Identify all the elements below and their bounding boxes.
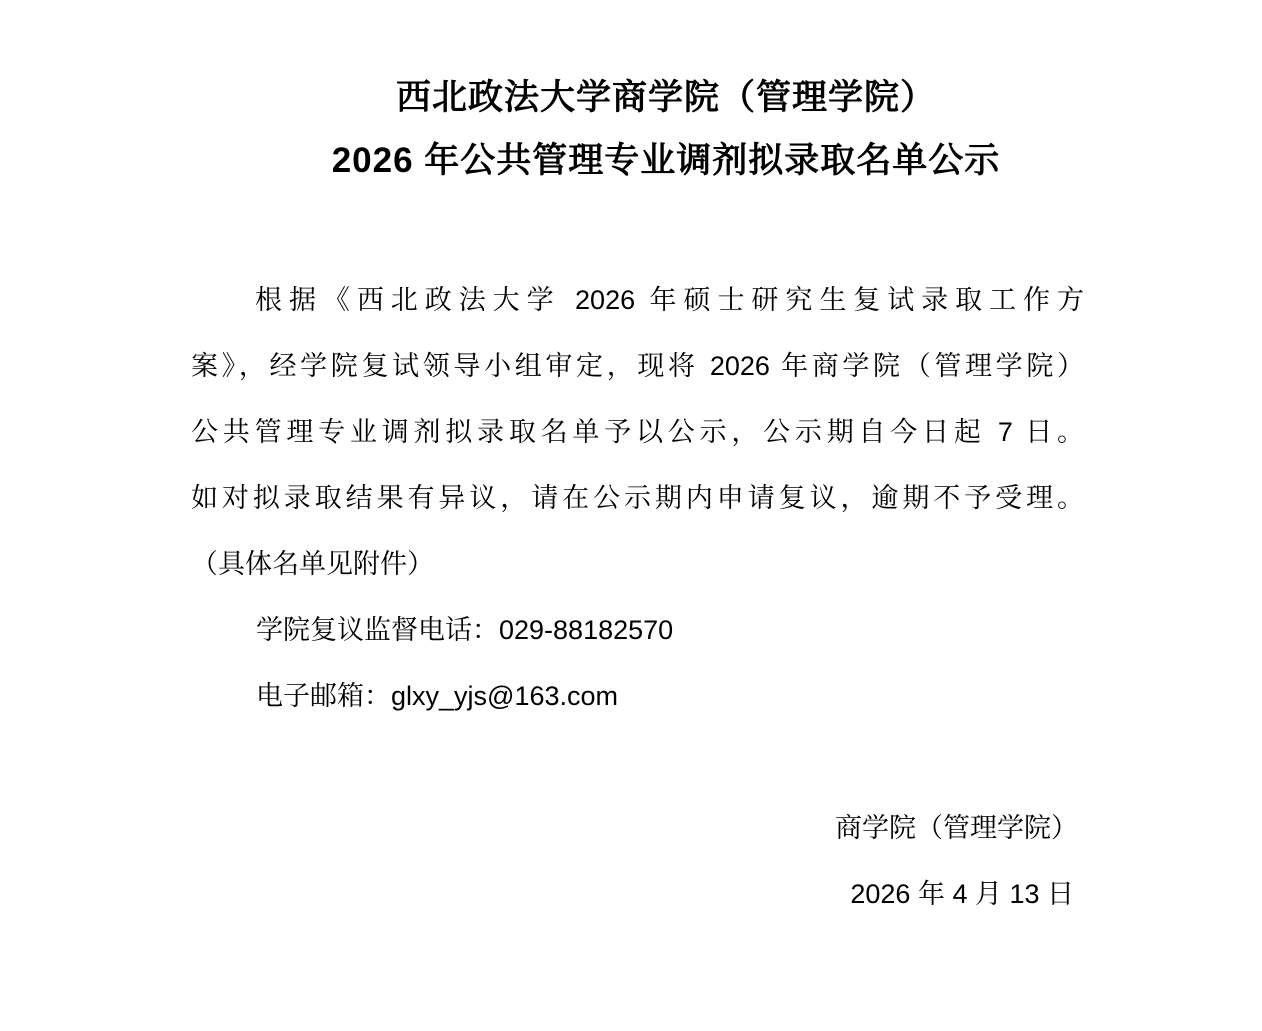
email-address: glxy_yjs@163.com bbox=[391, 681, 618, 711]
announcement-page bbox=[0, 66, 1262, 1031]
email-line bbox=[191, 663, 1084, 729]
body-line-1: 根据《西北政法大学 2026 年硕士研究生复试录取工作方 bbox=[255, 285, 1084, 315]
title-line-1: 西北政法大学商学院（管理学院） bbox=[395, 78, 936, 117]
document-title bbox=[70, 66, 1262, 192]
email-label: 电子邮箱： bbox=[256, 681, 391, 711]
phone-label: 学院复议监督电话： bbox=[256, 615, 499, 645]
phone-line bbox=[191, 597, 1084, 663]
body-line-3: 公共管理专业调剂拟录取名单予以公示，公示期自今日起 7 日。 bbox=[191, 417, 1084, 447]
document-body bbox=[191, 267, 1084, 729]
body-line-attachment-note: （具体名单见附件） bbox=[191, 549, 434, 579]
signature-block bbox=[191, 795, 1084, 927]
signature-date: 2026 年 4 月 13 日 bbox=[850, 879, 1074, 909]
signature-organization: 商学院（管理学院） bbox=[835, 813, 1078, 843]
body-line-2: 案》，经学院复试领导小组审定，现将 2026 年商学院（管理学院） bbox=[191, 351, 1084, 381]
phone-number: 029-88182570 bbox=[499, 615, 674, 645]
title-line-2: 2026 年公共管理专业调剂拟录取名单公示 bbox=[331, 141, 1001, 180]
body-line-4: 如对拟录取结果有异议，请在公示期内申请复议，逾期不予受理。 bbox=[191, 483, 1084, 513]
